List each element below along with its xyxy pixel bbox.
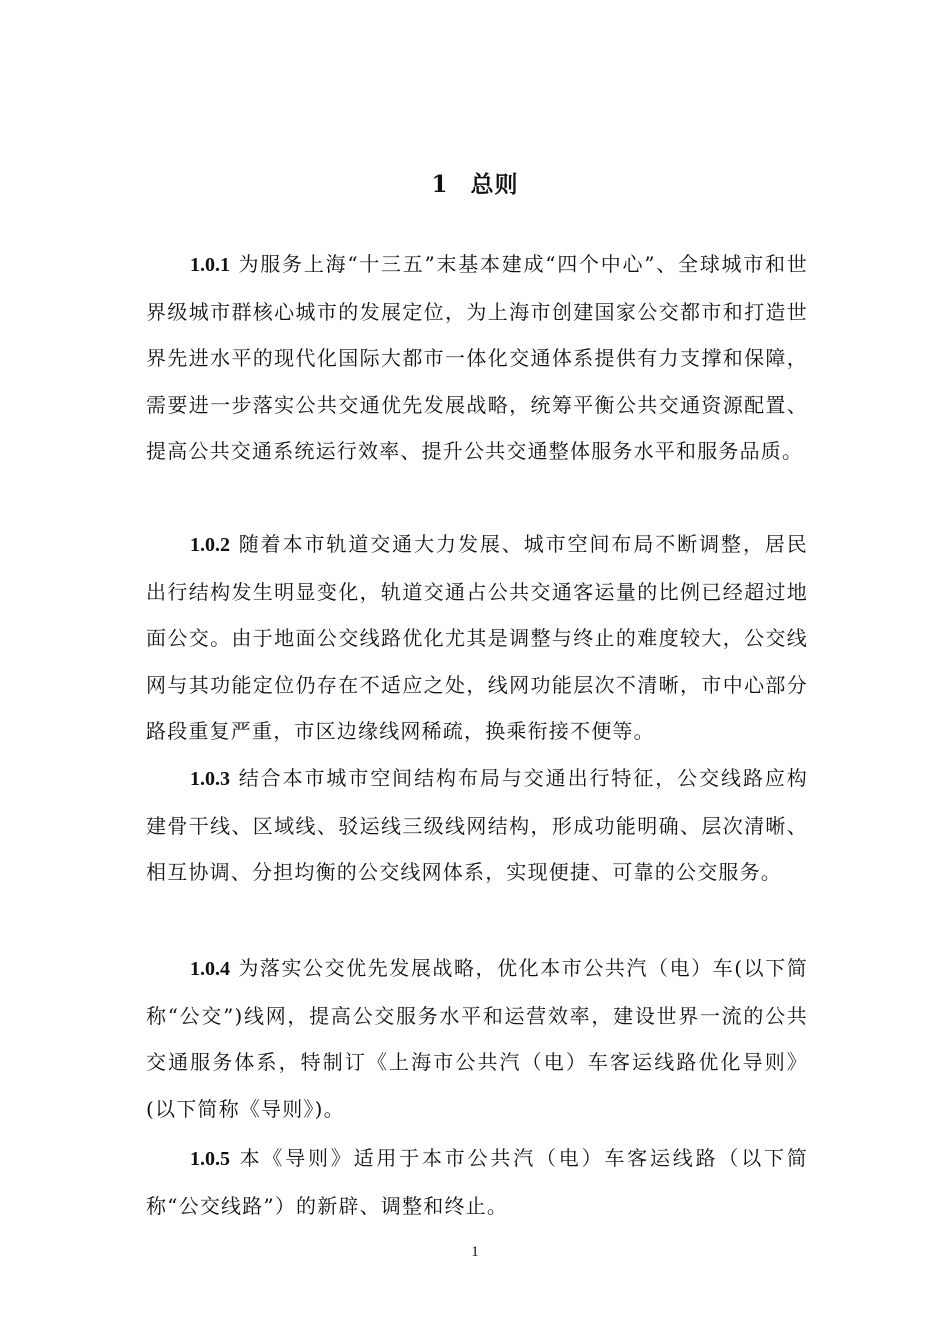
clause-number: 1.0.5 bbox=[190, 1148, 230, 1170]
chapter-heading bbox=[0, 166, 950, 199]
clause-1-0-1 bbox=[146, 241, 808, 475]
clause-1-0-3 bbox=[146, 755, 808, 896]
clause-text: 本《导则》适用于本市公共汽（电）车客运线路（以下简称“公交线路”）的新辟、调整和终止。 bbox=[146, 1146, 808, 1218]
clause-number: 1.0.1 bbox=[190, 254, 230, 276]
clause-text: 为落实公交优先发展战略，优化本市公共汽（电）车(以下简称“公交”)线网，提高公交服务水平和运营效率，建设世界一流的公共交通服务体系，特制订《上海市公共汽（电）车客运线路优化导则》(以下简称《导则》)。 bbox=[146, 956, 808, 1121]
chapter-title: 总则 bbox=[470, 171, 519, 198]
clause-number: 1.0.2 bbox=[190, 534, 230, 556]
clause-text: 为服务上海“十三五”末基本建成“四个中心”、全球城市和世界级城市群核心城市的发展定位，为上海市创建国家公交都市和打造世界先进水平的现代化国际大都市一体化交通体系提供有力支撑和保障，需要进一步落实公共交通优先发展战略，统筹平衡公共交通资源配置、提高公共交通系统运行效率、提升公共交通整体服务水平和服务品质。 bbox=[146, 252, 808, 463]
clause-1-0-5 bbox=[146, 1135, 808, 1229]
page-number: 1 bbox=[471, 1244, 479, 1260]
chapter-number: 1 bbox=[431, 171, 449, 198]
clause-text: 结合本市城市空间结构布局与交通出行特征，公交线路应构建骨干线、区域线、驳运线三级线网结构，形成功能明确、层次清晰、相互协调、分担均衡的公交线网体系，实现便捷、可靠的公交服务。 bbox=[146, 766, 808, 884]
clause-number: 1.0.3 bbox=[190, 768, 230, 790]
clause-text: 随着本市轨道交通大力发展、城市空间布局不断调整，居民出行结构发生明显变化，轨道交通占公共交通客运量的比例已经超过地面公交。由于地面公交线路优化尤其是调整与终止的难度较大，公交线网与其功能定位仍存在不适应之处，线网功能层次不清晰，市中心部分路段重复严重，市区边缘线网稀疏，换乘衔接不便等。 bbox=[146, 532, 808, 743]
clause-1-0-2 bbox=[146, 521, 808, 755]
clause-1-0-4 bbox=[146, 945, 808, 1132]
clause-number: 1.0.4 bbox=[190, 958, 230, 980]
